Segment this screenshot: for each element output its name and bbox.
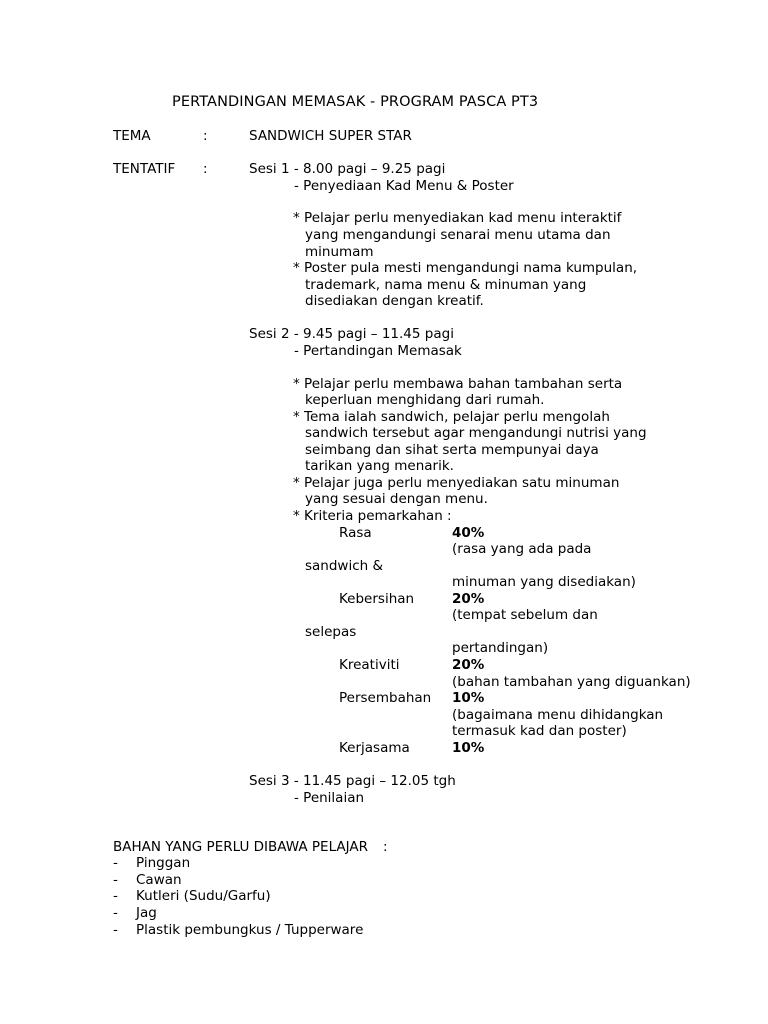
tema-value: SANDWICH SUPER STAR <box>249 128 412 144</box>
tema-label: TEMA <box>113 128 151 144</box>
sesi-2-bullet-line: seimbang dan sihat serta mempunyai daya <box>305 442 599 458</box>
sesi-1-bullet-line: * Poster pula mesti mengandungi nama kumpulan, <box>293 260 638 276</box>
list-bullet: - <box>113 888 118 904</box>
kriteria-note: pertandingan) <box>452 640 549 656</box>
page-title: PERTANDINGAN MEMASAK - PROGRAM PASCA PT3 <box>172 94 539 110</box>
bahan-colon: : <box>383 839 388 855</box>
sesi-1-bullet-line: trademark, nama menu & minuman yang <box>305 277 587 293</box>
kriteria-name: Kreativiti <box>339 657 400 673</box>
list-item: Pinggan <box>136 855 191 871</box>
kriteria-percent: 20% <box>452 591 485 607</box>
sesi-2-bullet-line: yang sesuai dengan menu. <box>305 491 488 507</box>
sesi-3-heading: Sesi 3 - 11.45 pagi – 12.05 tgh <box>249 773 456 789</box>
kriteria-percent: 10% <box>452 690 485 706</box>
sesi-2-bullet-line: * Pelajar perlu membawa bahan tambahan serta <box>293 376 623 392</box>
sesi-1-bullet-line: * Pelajar perlu menyediakan kad menu interaktif <box>293 210 622 226</box>
kriteria-note: sandwich & <box>305 558 384 574</box>
list-bullet: - <box>113 872 118 888</box>
kriteria-percent: 40% <box>452 525 485 541</box>
kriteria-name: Kebersihan <box>339 591 415 607</box>
kriteria-percent: 20% <box>452 657 485 673</box>
list-item: Jag <box>136 905 157 921</box>
list-item: Cawan <box>136 872 182 888</box>
sesi-2-bullet-line: * Tema ialah sandwich, pelajar perlu mengolah <box>293 409 610 425</box>
kriteria-name: Rasa <box>339 525 372 541</box>
tema-colon: : <box>203 128 208 144</box>
list-bullet: - <box>113 855 118 871</box>
list-bullet: - <box>113 922 118 938</box>
sesi-1-bullet-line: yang mengandungi senarai menu utama dan <box>305 227 611 243</box>
sesi-2-bullet-line: sandwich tersebut agar mengandungi nutrisi yang <box>305 425 647 441</box>
kriteria-percent: 10% <box>452 740 485 756</box>
kriteria-note: (bagaimana menu dihidangkan <box>452 707 664 723</box>
list-item: Kutleri (Sudu/Garfu) <box>136 888 271 904</box>
kriteria-note: selepas <box>305 624 357 640</box>
kriteria-note: (tempat sebelum dan <box>452 607 598 623</box>
sesi-1-heading: Sesi 1 - 8.00 pagi – 9.25 pagi <box>249 161 446 177</box>
sesi-2-heading: Sesi 2 - 9.45 pagi – 11.45 pagi <box>249 326 454 342</box>
kriteria-note: (bahan tambahan yang diguankan) <box>452 674 691 690</box>
sesi-1-bullet-line: minumam <box>305 244 374 260</box>
bahan-heading: BAHAN YANG PERLU DIBAWA PELAJAR <box>113 839 368 855</box>
kriteria-label: * Kriteria pemarkahan : <box>293 508 452 524</box>
sesi-1-bullet-line: disediakan dengan kreatif. <box>305 293 484 309</box>
sesi-1-item: - Penyediaan Kad Menu & Poster <box>294 178 514 194</box>
sesi-2-bullet-line: keperluan menghidang dari rumah. <box>305 392 545 408</box>
sesi-2-bullet-line: * Pelajar juga perlu menyediakan satu minuman <box>293 475 620 491</box>
kriteria-name: Persembahan <box>339 690 432 706</box>
list-item: Plastik pembungkus / Tupperware <box>136 922 364 938</box>
kriteria-note: (rasa yang ada pada <box>452 541 592 557</box>
sesi-2-item: - Pertandingan Memasak <box>294 343 462 359</box>
kriteria-note: minuman yang disediakan) <box>452 574 636 590</box>
list-bullet: - <box>113 905 118 921</box>
tentatif-colon: : <box>203 161 208 177</box>
sesi-2-bullet-line: tarikan yang menarik. <box>305 458 454 474</box>
tentatif-label: TENTATIF <box>113 161 176 177</box>
sesi-3-item: - Penilaian <box>294 790 365 806</box>
kriteria-note: termasuk kad dan poster) <box>452 723 627 739</box>
kriteria-name: Kerjasama <box>339 740 410 756</box>
